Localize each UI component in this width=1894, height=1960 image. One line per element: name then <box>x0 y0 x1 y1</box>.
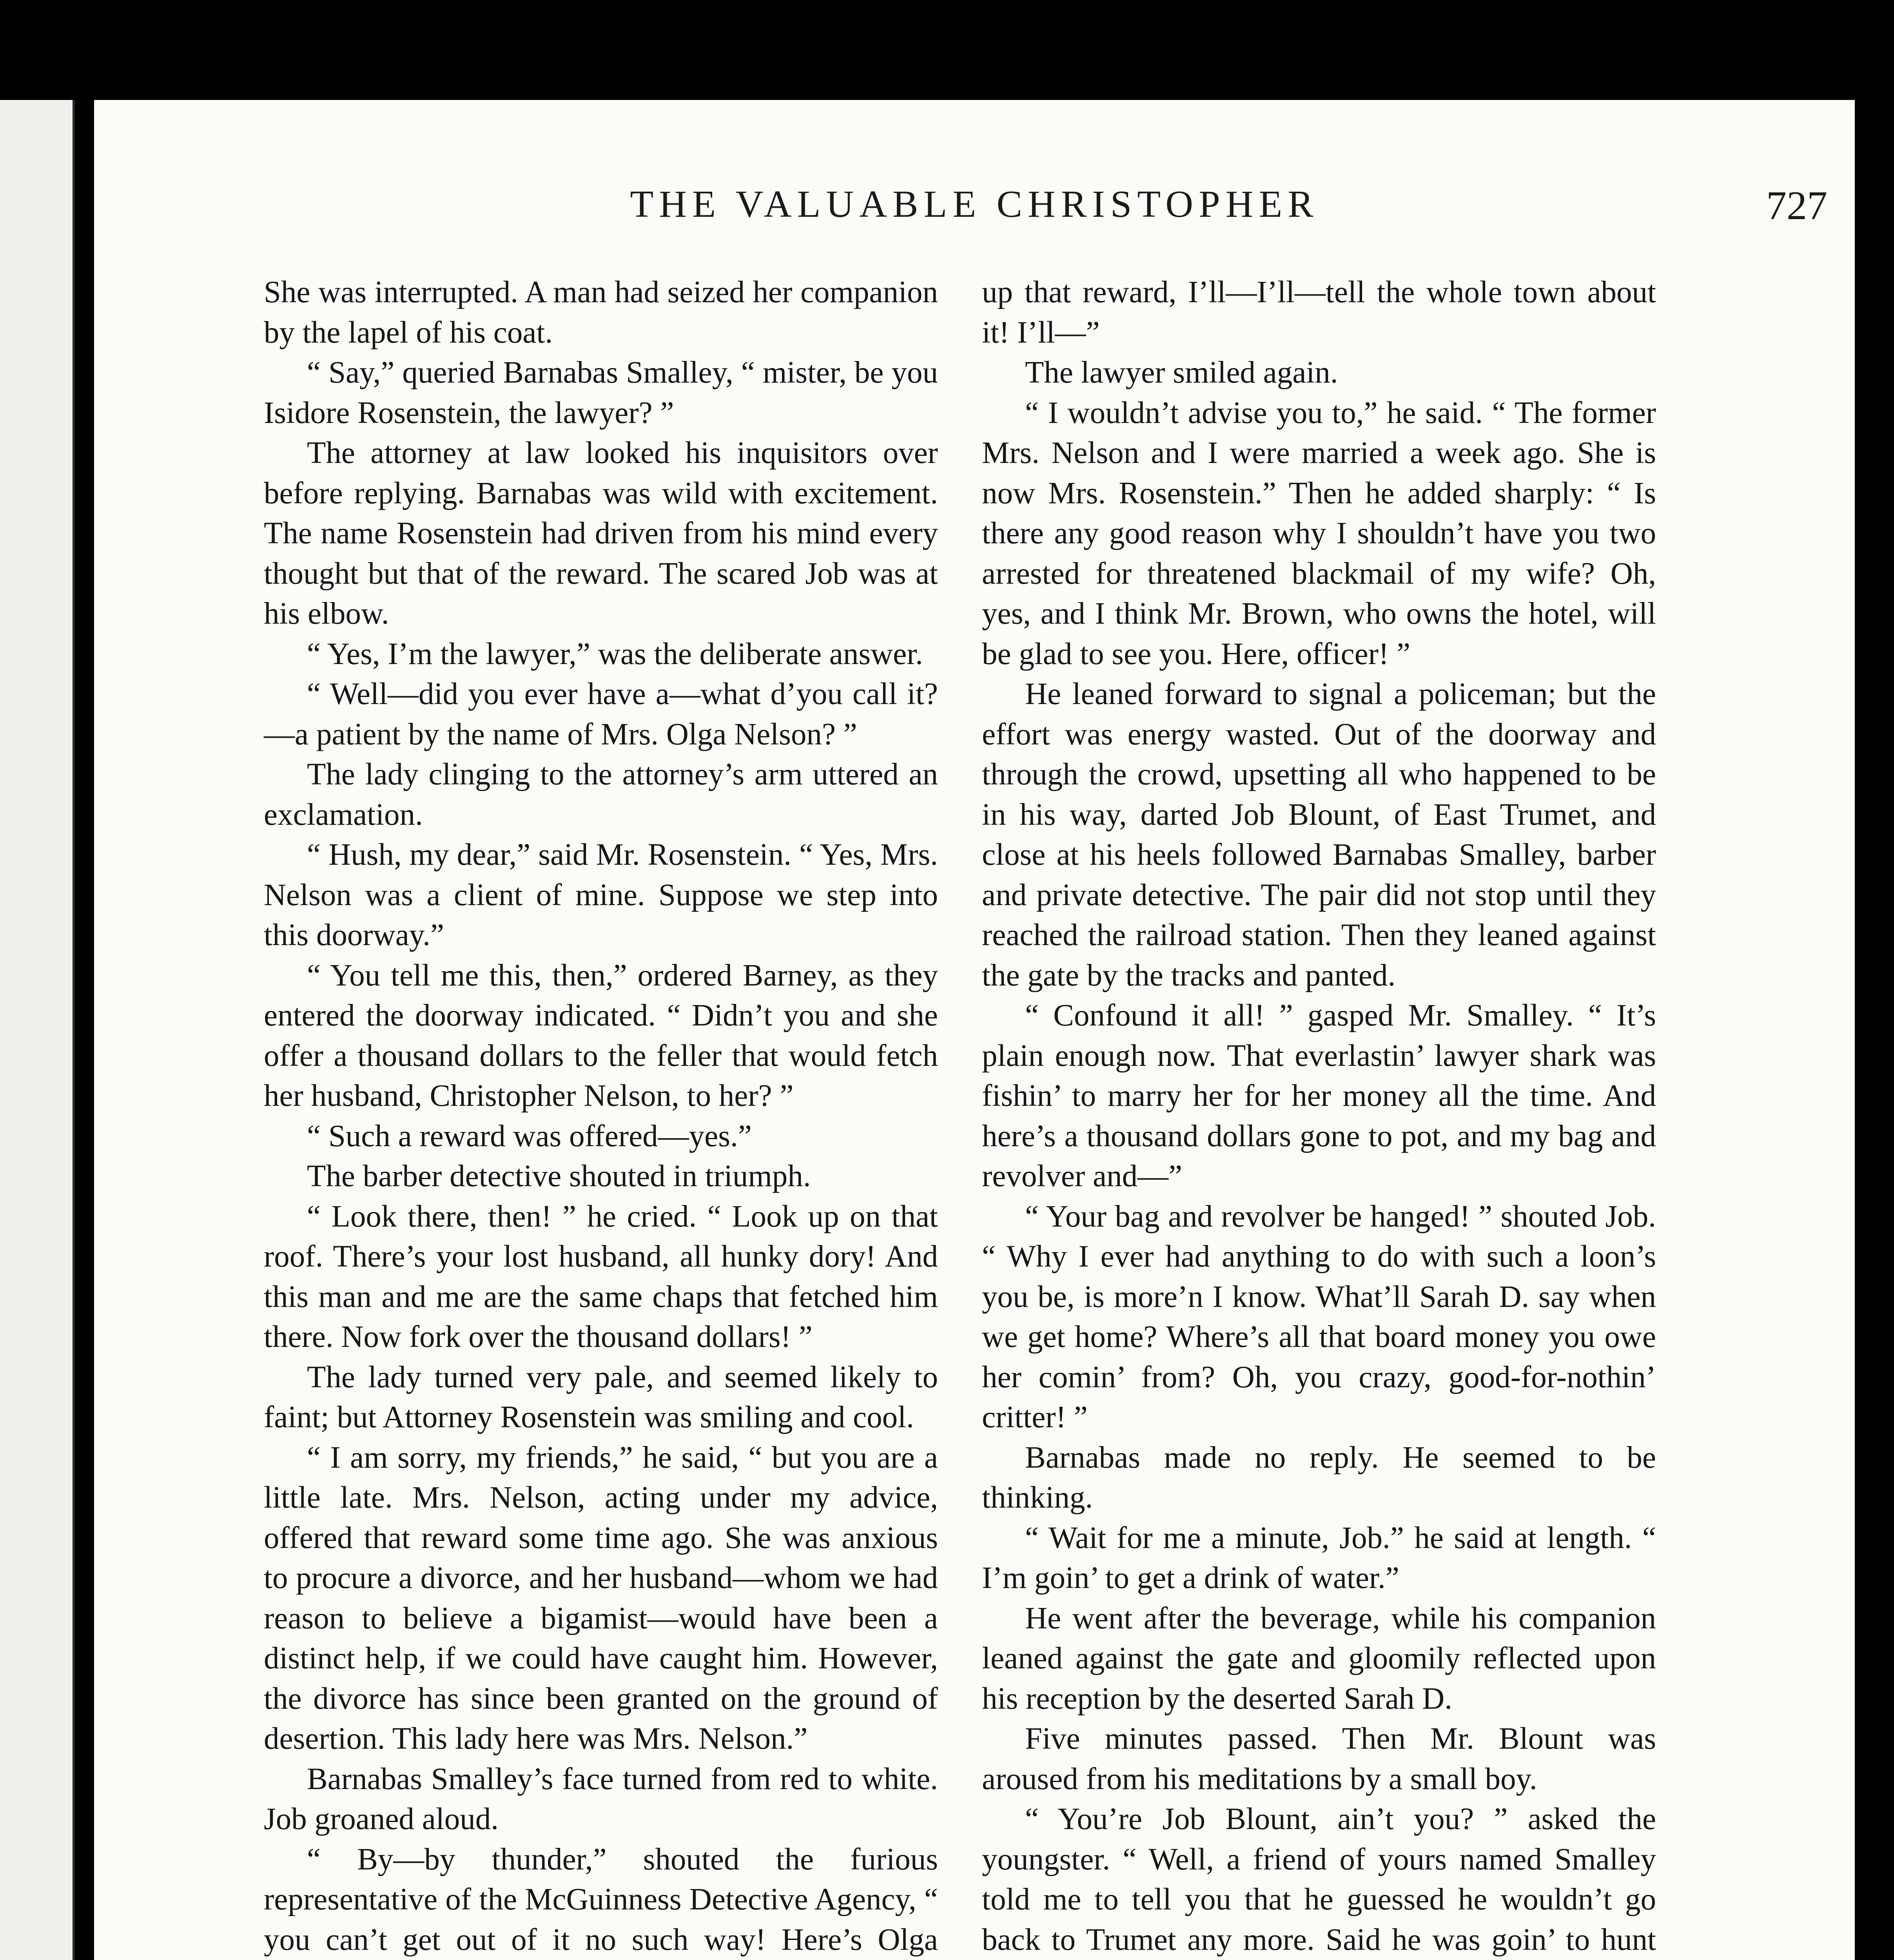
left-column <box>264 272 938 1960</box>
paragraph: “ I wouldn’t advise you to,” he said. “ The former Mrs. Nelson and I were married a week ago. She is now Mrs. Rosenstein.” Then he added sharply: “ Is there any good reason why I shouldn’t have you two arrested for threatened blackmail of my wife? Oh, yes, and I think Mr. Brown, who owns the hotel, will be glad to see you. Here, officer! ” <box>982 396 1656 671</box>
paragraph-continuation: up that reward, I’ll—I’ll—tell the whole town about it! I’ll—” <box>982 275 1656 350</box>
paragraph: “ By—by thunder,” shouted the furious representative of the McGuinness Detective Agency, “ you can’t get out of it no such way! Here’s Olga <box>264 1842 938 1957</box>
paragraph: Barnabas Smalley’s face turned from red to white. Job groaned aloud. <box>264 1762 938 1836</box>
paragraph: “ Say,” queried Barnabas Smalley, “ mister, be you Isidore Rosenstein, the lawyer? ” <box>264 356 938 430</box>
paragraph: “ Such a reward was offered—yes.” <box>307 1119 752 1153</box>
paragraph: “ You tell me this, then,” ordered Barney, as they entered the doorway indicated. “ Didn’t you and she offer a thousand dollars to the feller that would fetch her husband, Christopher Nelson, to her? ” <box>264 958 938 1113</box>
paragraph: Barnabas made no reply. He seemed to be thinking. <box>982 1440 1656 1515</box>
paragraph: “ Wait for me a minute, Job.” he said at length. “ I’m goin’ to get a drink of water.” <box>982 1521 1656 1595</box>
paragraph: The attorney at law looked his inquisitors over before replying. Barnabas was wild with excitement. The name Rosenstein had driven from his mind every thought but that of the reward. The scared Job was at his elbow. <box>264 436 938 631</box>
paragraph: “ Your bag and revolver be hanged! ” shouted Job. “ Why I ever had anything to do with such a loon’s you be, is more’n I know. What’ll Sarah D. say when we get home? Where’s all that board money you owe her comin’ from? Oh, you crazy, good-for-nothin’ critter! ” <box>982 1199 1656 1434</box>
paragraph: She was interrupted. A man had seized her companion by the lapel of his coat. <box>264 275 938 350</box>
paragraph: The lady turned very pale, and seemed likely to faint; but Attorney Rosenstein was smiling and cool. <box>264 1360 938 1434</box>
paragraph: “ Confound it all! ” gasped Mr. Smalley. “ It’s plain enough now. That everlastin’ lawyer shark was fishin’ to marry her for her money all the time. And here’s a thousand dollars gone to pot, and my bag and revolver and—” <box>982 998 1656 1193</box>
paragraph: “ You’re Job Blount, ain’t you? ” asked the youngster. “ Well, a friend of yours named Smalley told me to tell you that he guessed he wouldn’t go back to Trumet any more. Said he was goin’ to hunt <box>982 1802 1656 1957</box>
page-number: 727 <box>1766 183 1827 228</box>
paragraph: “ Well—did you ever have a—what d’you call it?—a patient by the name of Mrs. Olga Nelson? ” <box>264 677 938 751</box>
paragraph: “ Yes, I’m the lawyer,” was the deliberate answer. <box>307 637 923 671</box>
paragraph: “ Hush, my dear,” said Mr. Rosenstein. “ Yes, Mrs. Nelson was a client of mine. Suppose we step into this doorway.” <box>264 838 938 952</box>
paragraph: The barber detective shouted in triumph. <box>307 1159 811 1193</box>
paragraph: He went after the beverage, while his companion leaned against the gate and gloomily reflected upon his reception by the deserted Sarah D. <box>982 1601 1656 1716</box>
right-column <box>982 272 1656 1960</box>
paragraph: He leaned forward to signal a policeman; but the effort was energy wasted. Out of the doorway and through the crowd, upsetting all who happened to be in his way, darted Job Blount, of East Trumet, and close at his heels followed Barnabas Smalley, barber and private detective. The pair did not stop until they reached the railroad station. Then they leaned against the gate by the tracks and panted. <box>982 677 1656 993</box>
paragraph: The lady clinging to the attorney’s arm uttered an exclamation. <box>264 757 938 832</box>
facing-page-edge <box>0 100 75 1960</box>
paragraph: “ I am sorry, my friends,” he said, “ but you are a little late. Mrs. Nelson, acting under my advice, offered that reward some time ago. She was anxious to procure a divorce, and her husband—whom we had reason to believe a bigamist—would have been a distinct help, if we could have caught him. However, the divorce has since been granted on the ground of desertion. This lady here was Mrs. Nelson.” <box>264 1440 938 1756</box>
book-page <box>94 100 1855 1960</box>
paragraph: The lawyer smiled again. <box>1025 356 1338 390</box>
paragraph: Five minutes passed. Then Mr. Blount was aroused from his meditations by a small boy. <box>982 1722 1656 1796</box>
paragraph: “ Look there, then! ” he cried. “ Look up on that roof. There’s your lost husband, all hunky dory! And this man and me are the same chaps that fetched him there. Now fork over the thousand dollars! ” <box>264 1199 938 1354</box>
running-head: THE VALUABLE CHRISTOPHER <box>630 183 1319 225</box>
